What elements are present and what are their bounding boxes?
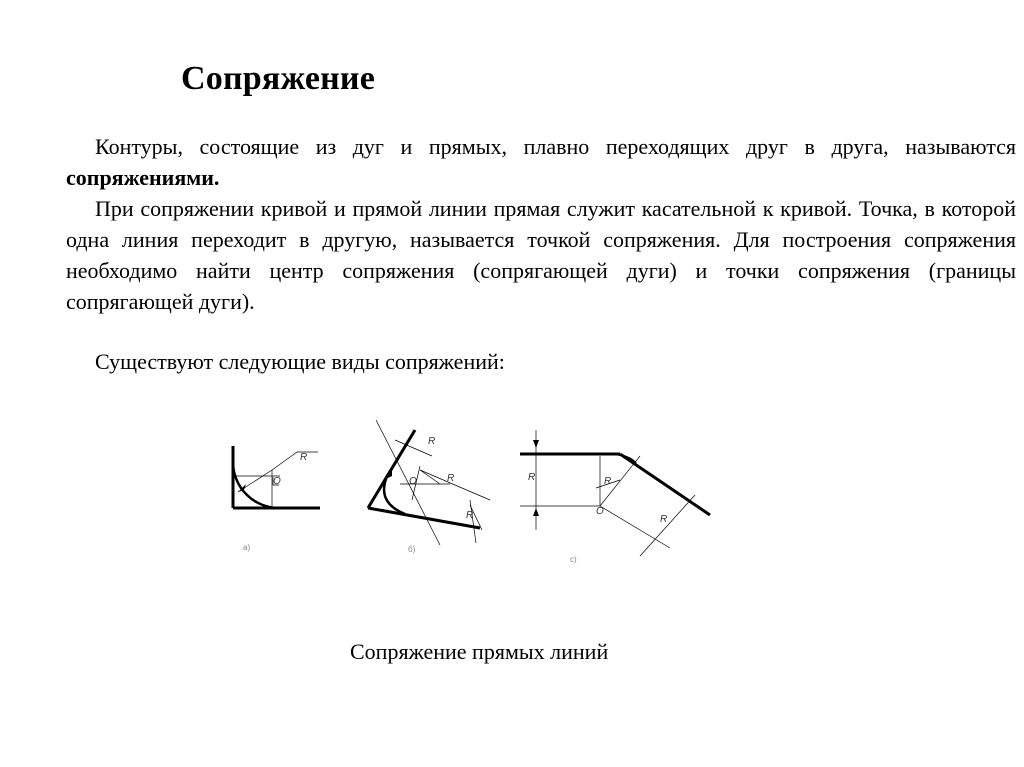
definition-term: сопряжениями.: [66, 165, 220, 190]
figure-caption: Сопряжение прямых линий: [350, 639, 609, 664]
label-radius-a: R: [300, 452, 308, 463]
label-center-c: O: [596, 506, 604, 517]
label-center-a: O: [273, 476, 281, 487]
label-radius-c1: R: [528, 472, 536, 483]
kinds-heading: Существуют следующие виды сопряжений:: [95, 349, 505, 374]
label-sub-b: б): [408, 545, 416, 554]
label-sub-c: с): [570, 555, 577, 564]
label-radius-b1: R: [428, 436, 436, 447]
page-title: Сопряжение: [181, 60, 376, 97]
label-sub-a: а): [243, 543, 251, 552]
definition-text: Контуры, состоящие из дуг и прямых, плавно переходящих друг в друга, называются: [95, 134, 1016, 159]
label-radius-b2: R: [447, 473, 455, 484]
label-radius-b3: R: [466, 510, 474, 521]
figure-c-obtuse-angle: [520, 430, 710, 556]
label-radius-c2: R: [604, 476, 612, 487]
label-center-b: O: [409, 476, 417, 487]
label-radius-c3: R: [660, 514, 668, 525]
paragraph-explanation: При сопряжении кривой и прямой линии прямая служит касательной к кривой. Точка, в которой одна линия переходит в другую, называется точкой сопряжения. Для построения сопряжения необходимо найти центр сопряжения (сопрягающей дуги) и точки сопряжения (границы сопрягающей дуги).: [66, 196, 1016, 314]
